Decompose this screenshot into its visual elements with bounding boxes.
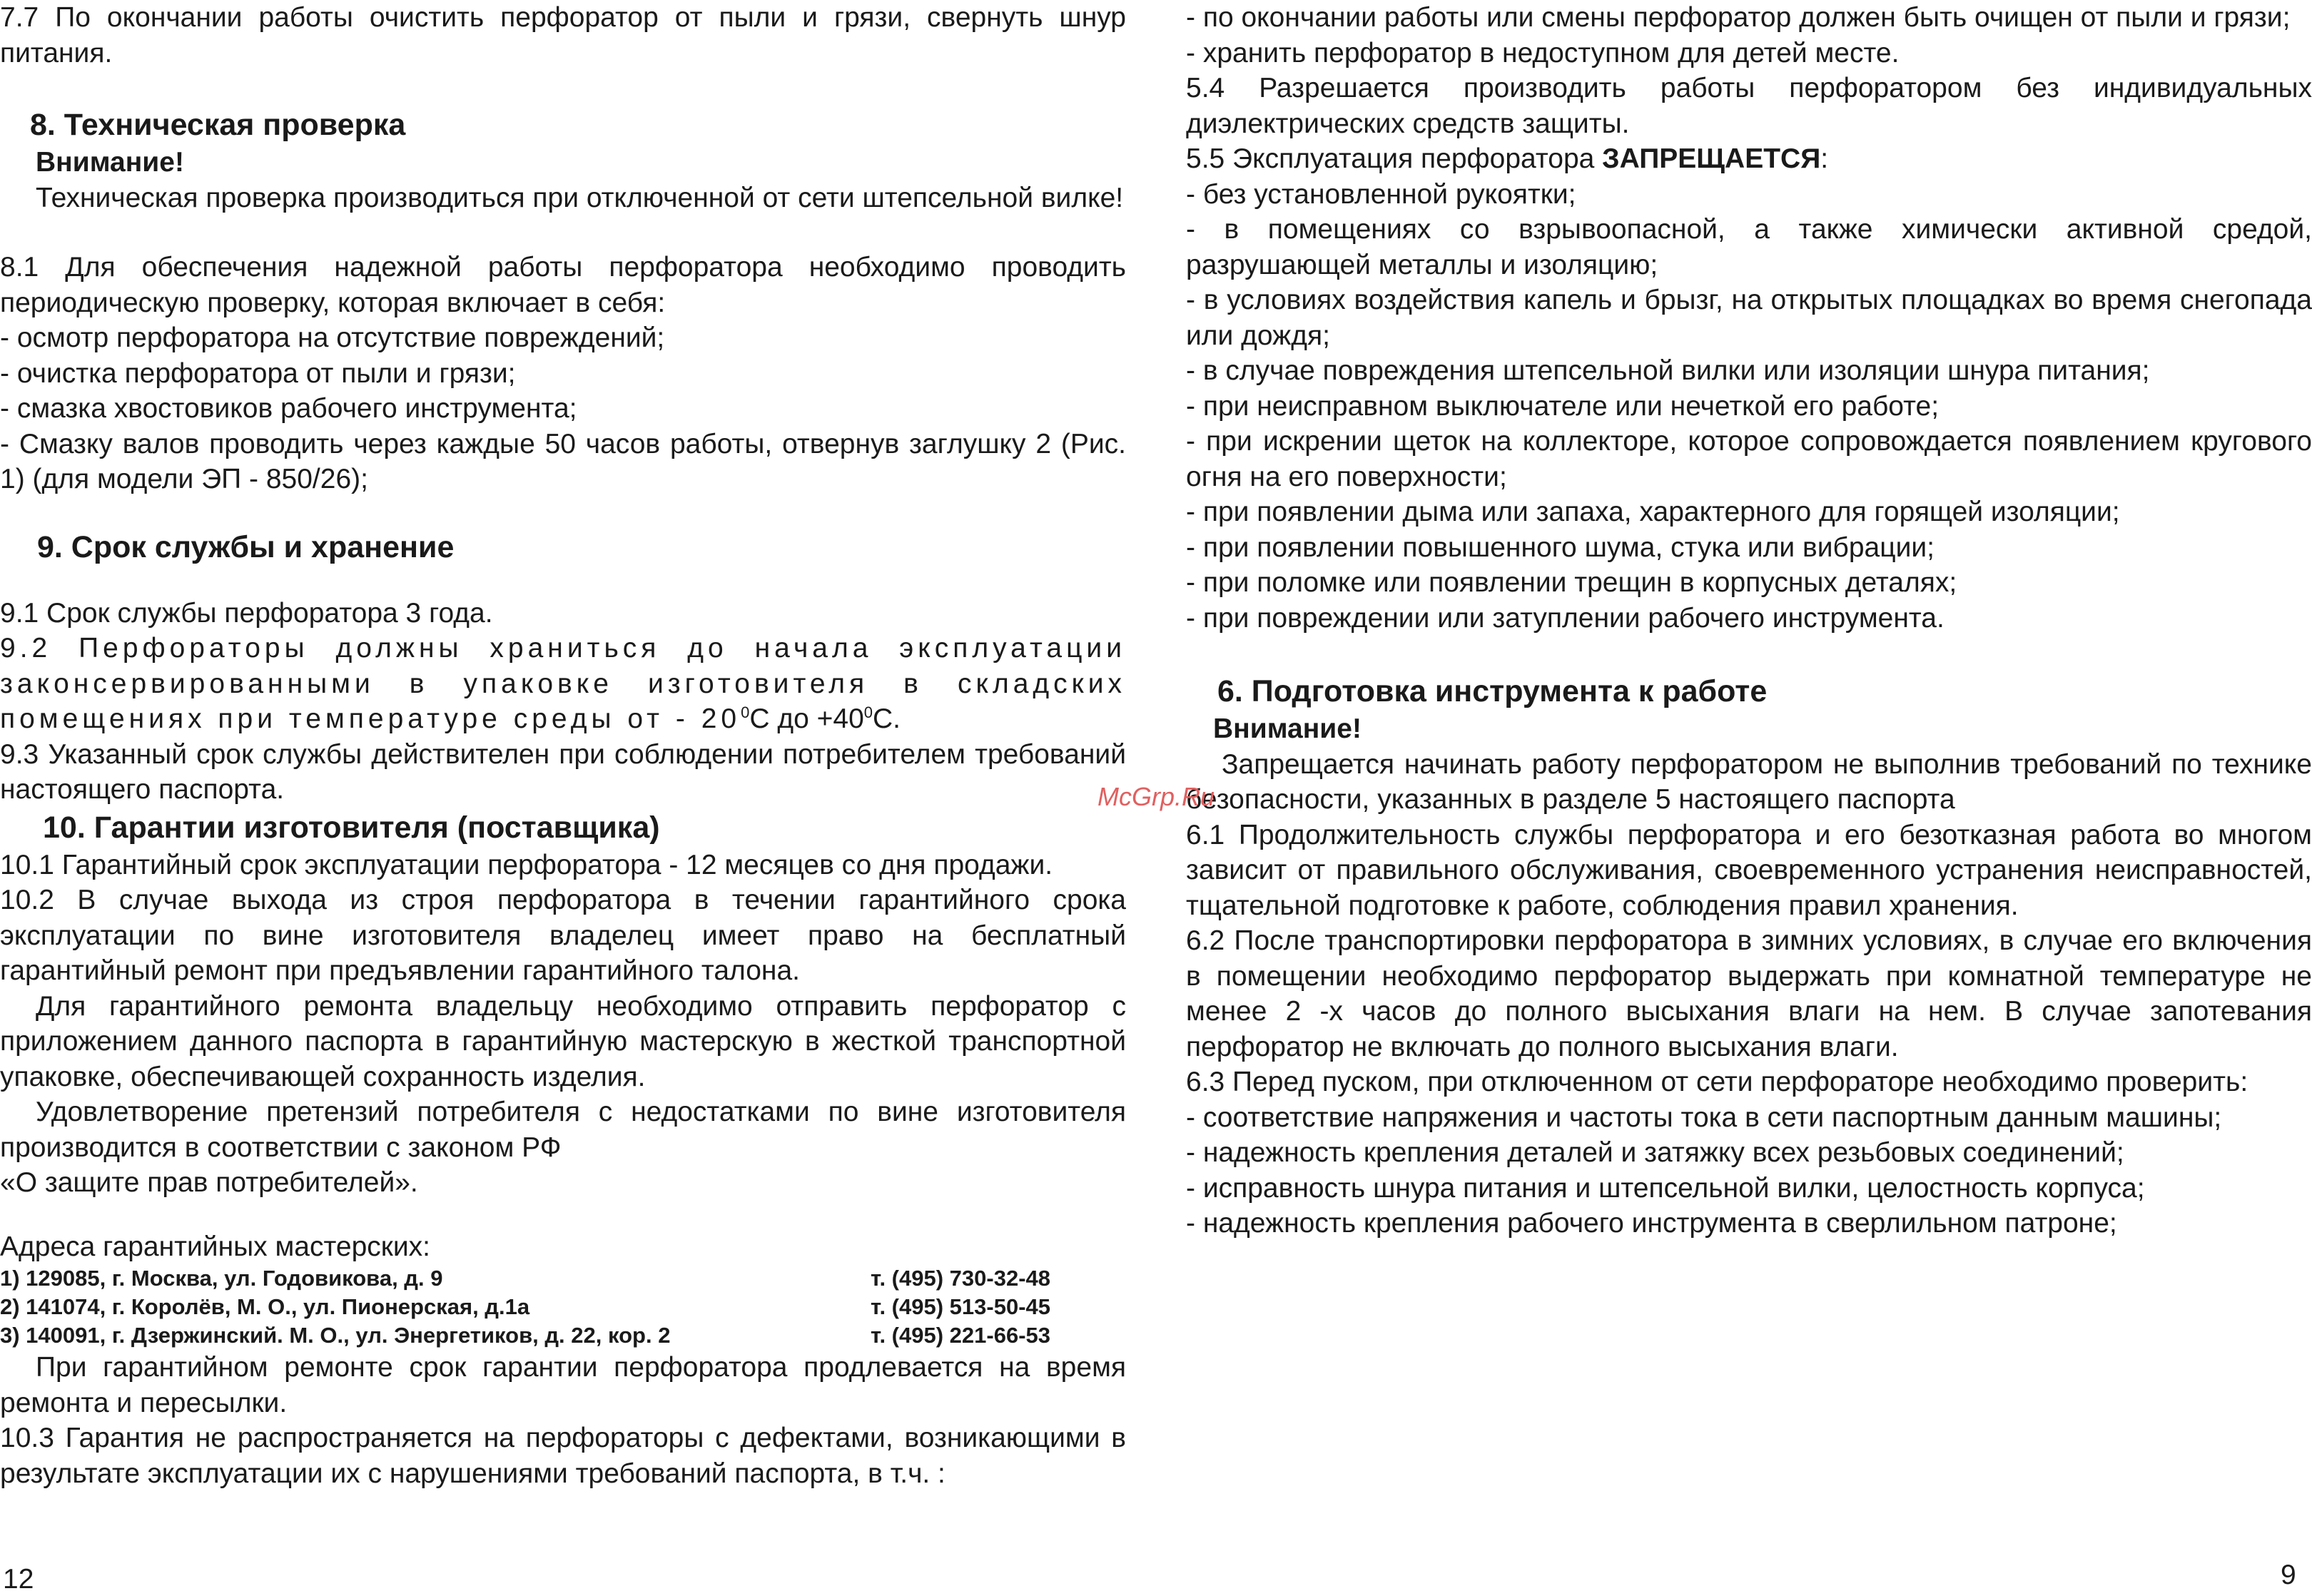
paragraph-6-3: 6.3 Перед пуском, при отключенном от сети перфораторе необходимо проверить: — [1186, 1067, 2248, 1097]
list-item: - без установленной рукоятки; — [1186, 178, 1576, 210]
section-8-intro: Техническая проверка производиться при отключенной от сети штепсельной вилке! — [36, 182, 1124, 213]
paragraph-9-1: 9.1 Срок службы перфоратора 3 года. — [0, 597, 493, 629]
address: 3) 140091, г. Дзержинский. М. О., ул. Энергетиков, д. 22, кор. 2 — [0, 1323, 671, 1348]
phone: т. (495) 221-66-53 — [871, 1323, 1050, 1348]
paragraph-5-5: 5.5 Эксплуатация перфоратора ЗАПРЕЩАЕТСЯ: — [1186, 143, 1829, 174]
list-item: - надежность крепления деталей и затяжку всех резьбовых соединений; — [1186, 1137, 2124, 1168]
list-item: - очистка перфоратора от пыли и грязи; — [0, 357, 516, 389]
phone: т. (495) 513-50-45 — [871, 1294, 1050, 1319]
checklist-8-1 — [0, 320, 1126, 497]
section-6-title: 6. Подготовка инструмента к работе — [1217, 674, 1768, 708]
section-9-title: 9. Срок службы и хранение — [37, 529, 455, 564]
paragraph-6-1: 6.1 Продолжительность службы перфоратора и его безотказная работа во многом зависит от правильного обслуживания, своевременного устранения неисправностей, тщательной подготовке к работе, соблюдения правил хранения. — [1186, 819, 2312, 921]
list-item: - смазка хвостовиков рабочего инструмента; — [0, 393, 577, 424]
phone: т. (495) 730-32-48 — [871, 1266, 1050, 1291]
paragraph-10-2-repair: Для гарантийного ремонта владельцу необходимо отправить перфоратор с приложением данного паспорта в гарантийную мастерскую в жесткой транспортной упаковке, обеспечивающей сохранность изделия. — [0, 990, 1126, 1092]
list-item: - при поломке или появлении трещин в корпусных деталях; — [1186, 567, 1957, 598]
list-item: - при появлении дыма или запаха, характерного для горящей изоляции; — [1186, 497, 2120, 527]
paragraph-6-2: 6.2 После транспортировки перфоратора в зимних условиях, в случае его включения в помещении необходимо перфоратор выдержать при комнатной температуре не менее 2 -х часов до полного высыхания влаги на нем. В случае запотевания перфоратор не включать до полного высыхания влаги. — [1186, 925, 2312, 1062]
address-row — [0, 1293, 1126, 1321]
address: 1) 129085, г. Москва, ул. Годовикова, д. 9 — [0, 1266, 443, 1291]
list-item: - соответствие напряжения и частоты тока в сети паспортным данным машины; — [1186, 1102, 2222, 1133]
list-item: - при неисправном выключателе или нечеткой его работе; — [1186, 390, 1940, 422]
page-number-right: 9 — [2281, 1560, 2296, 1590]
paragraph-5-4: 5.4 Разрешается производить работы перфоратором без индивидуальных диэлектрических средств защиты. — [1186, 73, 2312, 139]
list-item: - исправность шнура питания и штепсельной вилки, целостность корпуса; — [1186, 1172, 2145, 1204]
paragraph-10-2-law: «О защите прав потребителей». — [0, 1167, 418, 1198]
list-item: - при искрении щеток на коллекторе, которое сопровождается появлением кругового огня на его поверхности; — [1186, 426, 2312, 492]
forbidden-label: ЗАПРЕЩАЕТСЯ — [1602, 143, 1821, 174]
checklist-6-3 — [1186, 1100, 2312, 1241]
paragraph-warranty-repair: При гарантийном ремонте срок гарантии перфоратора продлевается на время ремонта и пересылки. — [0, 1352, 1126, 1418]
address: 2) 141074, г. Королёв, М. О., ул. Пионерская, д.1а — [0, 1294, 530, 1319]
list-item: - в условиях воздействия капель и брызг, на открытых площадках во время снегопада или дождя; — [1186, 285, 2312, 351]
section-8-attention: Внимание! — [36, 147, 184, 178]
paragraph-9-2: 9.2 Перфораторы должны храниться до начала эксплуатации законсервированными в упаковке изготовителя в складских помещениях при температуре среды от - $20^0С$ до $+40^0С$. — [0, 633, 1126, 734]
address-row — [0, 1264, 1126, 1293]
list-item: - Смазку валов проводить через каждые 50 часов работы, отвернув заглушку 2 (Рис. 1) (для модели ЭП - 850/26); — [0, 428, 1126, 494]
section-10-title: 10. Гарантии изготовителя (поставщика) — [43, 810, 660, 845]
paragraph-10-1: 10.1 Гарантийный срок эксплуатации перфоратора - 12 месяцев со дня продажи. — [0, 849, 1053, 880]
paragraph-8-1: 8.1 Для обеспечения надежной работы перфоратора необходимо проводить периодическую проверку, которая включает в себя: — [0, 252, 1126, 318]
watermark: McGrp.Ru — [1097, 782, 1215, 811]
list-item: - при повреждении или затуплении рабочего инструмента. — [1186, 602, 1945, 634]
section-8-title: 8. Техническая проверка — [30, 108, 406, 142]
section-6-intro: Запрещается начинать работу перфоратором не выполнив требований по технике безопасности, указанных в разделе 5 настоящего паспорта — [1186, 748, 2312, 815]
list-item: - при появлении повышенного шума, стука или вибрации; — [1186, 532, 1935, 563]
right-page — [1186, 0, 2312, 1241]
section-6-attention: Внимание! — [1213, 713, 1362, 744]
page-number-left: 12 — [3, 1564, 34, 1595]
paragraph-10-2: 10.2 В случае выхода из строя перфоратора в течении гарантийного срока эксплуатации по вине изготовителя владелец имеет право на бесплатный гарантийный ремонт при предъявлении гарантийного талона. — [0, 885, 1126, 986]
list-item: - хранить перфоратор в недоступном для детей месте. — [1186, 37, 1900, 68]
address-row — [0, 1321, 1126, 1350]
left-page — [0, 0, 1126, 1491]
addresses-title: Адреса гарантийных мастерских: — [0, 1231, 430, 1262]
paragraph-7-7: 7.7 По окончании работы очистить перфоратор от пыли и грязи, свернуть шнур питания. — [0, 2, 1126, 68]
paragraph-10-2-claims: Удовлетворение претензий потребителя с недостатками по вине изготовителя производится в соответствии с законом РФ — [0, 1097, 1126, 1163]
list-item: - надежность крепления рабочего инструмента в сверлильном патроне; — [1186, 1208, 2117, 1239]
list-item: - в помещениях со взрывоопасной, а также химически активной средой, разрушающей металлы и изоляцию; — [1186, 214, 2312, 280]
list-item: - в случае повреждения штепсельной вилки или изоляции шнура питания; — [1186, 355, 2150, 386]
addresses-list — [0, 1264, 1126, 1350]
list-item: - осмотр перфоратора на отсутствие повреждений; — [0, 322, 665, 353]
paragraph-10-3: 10.3 Гарантия не распространяется на перфораторы с дефектами, возникающими в результате эксплуатации их с нарушениями требований паспорта, в т.ч. : — [0, 1423, 1126, 1489]
paragraph-9-3: 9.3 Указанный срок службы действителен при соблюдении потребителем требований настоящего паспорта. — [0, 738, 1126, 805]
forbidden-list — [1186, 177, 2312, 636]
list-item: - по окончании работы или смены перфоратор должен быть очищен от пыли и грязи; — [1186, 2, 2291, 33]
